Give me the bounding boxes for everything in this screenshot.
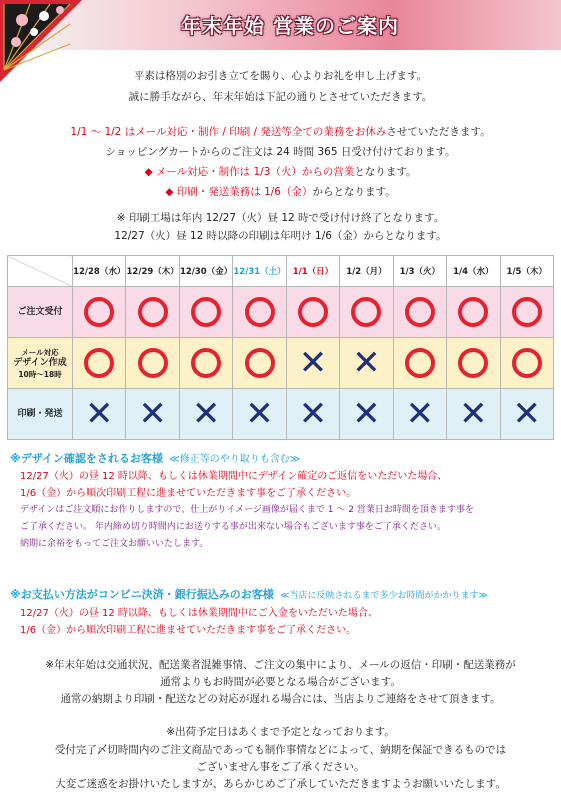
schedule-cell [233,389,286,440]
payment-red-line-2: 1/6（金）から順次印刷工程に進ませていただきます事をご了承ください。 [20,625,357,636]
closed-cross-icon: ✕ [405,394,435,434]
mail-black-text: となります。 [354,166,417,178]
schedule-table [7,255,554,440]
date-header-row [8,256,554,287]
open-circle-icon [84,348,114,378]
date-header: 1/5（木） [500,256,554,287]
open-circle-icon [512,348,542,378]
date-header: 12/30（金） [179,256,232,287]
design-purple-line-2: ご了承ください。 年内締め切り時間内にお送りする事が出来ない場合もございます事をご了承ください。 [20,522,446,532]
date-header: 12/31（土） [233,256,286,287]
open-circle-icon [191,297,221,327]
schedule-cell [126,287,179,338]
design-section-note: ≪修正等のやり取りも含む≫ [169,454,301,465]
mail-notice [0,164,561,179]
design-purple-line-3: 納期に余裕をもってご注文お願いいたします。 [20,539,209,549]
schedule-cell [500,338,554,389]
schedule-cell [233,338,286,389]
row-label-line: 印刷・発送 [17,408,63,419]
schedule-cell [286,287,339,338]
schedule-cell [393,287,446,338]
factory-notice-1: ※ 印刷工場は年内 12/27（火）昼 12 時で受け付け終了となります。 [116,212,445,224]
schedule-cell [447,287,500,338]
corner-cell [8,256,73,287]
closed-cross-icon: ✕ [138,394,167,434]
date-header: 1/4（水） [447,256,500,287]
schedule-cell [73,287,126,338]
footer-line-1: ※年末年始は交通状況、配送業者混雑事情、ご注文の集中により、メールの返信・印刷・配送業務が [45,659,516,671]
holiday-notice [0,124,561,139]
cart-notice: ショッピングカートからのご注文は 24 時間 365 日受け付けております。 [105,146,456,158]
open-circle-icon [351,297,381,327]
schedule-row [8,287,554,338]
open-circle-icon [138,348,168,378]
row-label [8,338,73,389]
print-red-text: ◆ 印刷・発送業務は 1/6（金） [165,186,313,198]
closed-cross-icon: ✕ [512,394,541,434]
footer-line-5: ※出荷予定日はあくまで予定となっております。 [166,726,395,738]
footer-line-7: ございません事をご了承ください。 [196,761,365,773]
schedule-cell [179,338,232,389]
schedule-cell [500,389,554,440]
schedule-cell [500,287,554,338]
date-header: 12/28（水） [73,256,126,287]
design-red-line-1: 12/27（火）の昼 12 時以降、もしくは休業期間中にデザイン確定のご返信をいただいた場合、 [20,471,448,482]
intro-line-2: 誠に勝手ながら、年末年始は下記の通りとさせていただきます。 [128,91,433,103]
schedule-cell [340,287,393,338]
closed-cross-icon: ✕ [84,394,114,434]
design-red-line-2: 1/6（金）から順次印刷工程に進ませていただきます事をご了承ください。 [20,488,357,499]
design-section [10,450,474,553]
open-circle-icon [458,348,488,378]
open-circle-icon [405,297,435,327]
closed-cross-icon: ✕ [352,394,381,434]
closed-cross-icon: ✕ [191,394,221,434]
row-label [8,389,73,440]
schedule-cell [340,389,393,440]
closed-cross-icon: ✕ [352,343,381,383]
schedule-cell [393,389,446,440]
open-circle-icon [298,297,328,327]
design-section-title: ※デザイン確認をされるお客様 [10,452,163,465]
print-black-text: からとなります。 [312,186,396,198]
payment-section-note: ≪当店に反映されるまで多少お時間がかかります≫ [280,591,488,601]
footer-line-3: 通常の納期より印刷・配送などの対応が遅れる場合には、当店よりご連絡をさせて頂きます。 [60,693,501,705]
schedule-cell [286,389,339,440]
schedule-cell [233,287,286,338]
open-circle-icon [245,297,275,327]
mail-red-text: ◆ メール対応・制作は 1/3（火）からの営業 [144,166,355,178]
schedule-cell [286,338,339,389]
payment-section-title: ※お支払い方法がコンビニ決済・銀行振込みのお客様 [10,588,274,601]
open-circle-icon [512,297,542,327]
row-label-line: デザイン作成 [13,357,67,368]
intro-line-1: 平素は格別のお引き立てを賜り、心よりお礼を申し上げます。 [133,70,428,82]
row-label-line: ご注文受付 [17,306,63,317]
open-circle-icon [84,297,114,327]
footer-line-6: 受付完了〆切時間内のご注文商品であっても制作事情などによって、納期を保証できるものでは [54,744,507,756]
date-header: 1/3（火） [393,256,446,287]
closed-cross-icon: ✕ [298,343,328,383]
row-label [8,287,73,338]
print-notice [0,184,561,199]
schedule-row [8,389,554,440]
schedule-cell [179,287,232,338]
open-circle-icon [458,297,488,327]
page-title: 年末年始 営業のご案内 [181,14,399,38]
schedule-cell [179,389,232,440]
row-label-line: 10時～18時 [18,369,62,379]
schedule-cell [73,389,126,440]
schedule-cell [447,389,500,440]
holiday-black-text: させていただきます。 [386,126,491,138]
schedule-cell [393,338,446,389]
schedule-cell [126,338,179,389]
schedule-cell [340,338,393,389]
schedule-cell [73,338,126,389]
date-header: 1/2（月） [340,256,393,287]
row-label-line: メール対応 [21,347,59,357]
date-header: 12/29（木） [126,256,179,287]
design-purple-line-1: デザインはご注文順にお作りしますので、仕上がりイメージ画像が届くまで 1 ～ 2 営業日お時間を頂きます事を [20,505,474,515]
holiday-red-text: 1/1 ～ 1/2 はメール対応・制作 / 印刷 / 発送等全ての業務をお休み [70,126,387,138]
payment-red-line-1: 12/27（火）の昼 12 時以降、もしくは休業期間中にご入金をいただいた場合、 [20,608,378,619]
payment-section [10,586,488,639]
date-header: 1/1（日） [286,256,339,287]
schedule-row [8,338,554,389]
closed-cross-icon: ✕ [245,394,274,434]
closed-cross-icon: ✕ [459,394,488,434]
open-circle-icon [138,297,168,327]
schedule-cell [447,338,500,389]
footer-line-8: 大変ご迷惑をお掛けいたしますが、あらかじめご了承していただきますようお願いいたします。 [55,778,506,790]
footer-line-2: 通常よりもお時間が必要となる場合がございます。 [160,676,401,688]
schedule-cell [126,389,179,440]
open-circle-icon [245,348,275,378]
factory-notice-2: 12/27（火）昼 12 時以降の印刷は年明け 1/6（金）からとなります。 [114,230,447,242]
closed-cross-icon: ✕ [298,394,328,434]
open-circle-icon [405,348,435,378]
open-circle-icon [191,348,221,378]
